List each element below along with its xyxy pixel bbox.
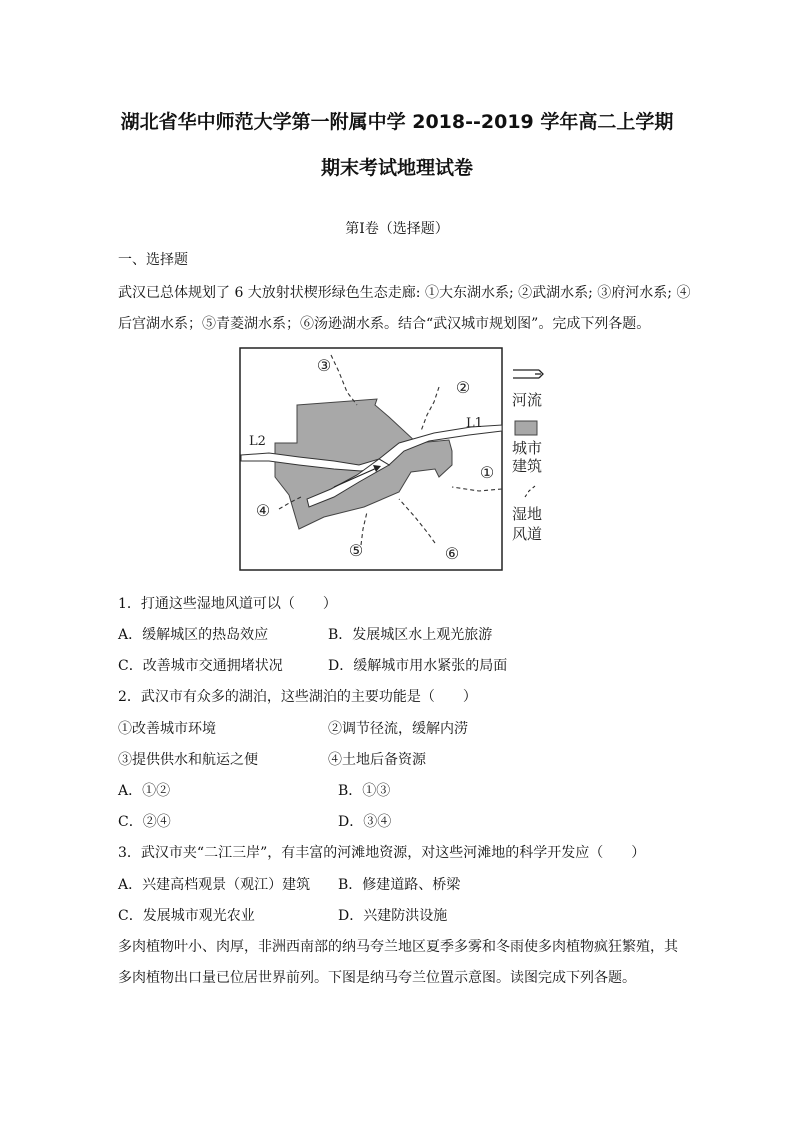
river-label-l2: L2	[249, 434, 266, 449]
river-label-l1: L1	[466, 416, 483, 431]
q2-option-c: C．②④	[118, 814, 171, 830]
legend-river-label: 河流	[512, 391, 543, 409]
legend-wetland-label-1: 湿地	[512, 505, 543, 523]
legend-wetland-label-2: 风道	[512, 525, 543, 543]
intro-line1: 武汉已总体规划了 6 大放射状楔形绿色生态走廊: ①大东湖水系; ②武湖水系; ③府河水系; ④	[118, 285, 691, 301]
passage-line1: 多肉植物叶小、肉厚，非洲西南部的纳马夸兰地区夏季多雾和冬雨使多肉植物疯狂繁殖，其	[118, 939, 678, 955]
q2-item-3: ③提供供水和航运之便	[118, 752, 258, 768]
q2-option-b: B．①③	[338, 783, 391, 799]
intro-line2: 后宫湖水系；⑤青菱湖水系；⑥汤逊湖水系。结合“武汉城市规划图”。完成下列各题。	[118, 316, 651, 332]
marker-3: ③	[316, 356, 332, 375]
q1-option-c: C．改善城市交通拥堵状况	[118, 658, 283, 674]
legend-city-label-2: 建筑	[512, 457, 543, 475]
q2-item-4: ④土地后备资源	[328, 752, 426, 768]
passage-line2: 多肉植物出口量已位居世界前列。下图是纳马夸兰位置示意图。读图完成下列各题。	[118, 970, 636, 986]
q2-item-2: ②调节径流，缓解内涝	[328, 721, 468, 737]
q1-option-a: A．缓解城区的热岛效应	[118, 627, 269, 643]
marker-5: ⑤	[348, 541, 364, 560]
marker-6: ⑥	[444, 544, 460, 563]
q3-option-d: D．兴建防洪设施	[338, 908, 448, 924]
q3-stem: 3．武汉市夹“二江三岸”，有丰富的河滩地资源，对这些河滩地的科学开发应（ ）	[118, 845, 646, 861]
marker-1: ①	[479, 463, 495, 482]
q1-option-d: D．缓解城市用水紧张的局面	[328, 658, 508, 674]
legend-city-label-1: 城市	[512, 439, 543, 457]
section-title: 第Ⅰ卷（选择题）	[345, 221, 449, 237]
exam-title-line1: 湖北省华中师范大学第一附属中学 2018--2019 学年高二上学期	[120, 111, 674, 133]
q3-option-a: A．兴建高档观景（观江）建筑	[118, 877, 311, 893]
map-legend	[512, 370, 543, 543]
marker-2: ②	[455, 378, 471, 397]
part-heading: 一、选择题	[118, 252, 188, 268]
q3-option-b: B．修建道路、桥梁	[338, 877, 461, 893]
q1-stem: 1．打通这些湿地风道可以（ ）	[118, 596, 337, 612]
wuhan-planning-map	[239, 347, 551, 572]
marker-4: ④	[255, 501, 271, 520]
q1-option-b: B．发展城区水上观光旅游	[328, 627, 493, 643]
legend-city-swatch	[515, 421, 537, 435]
q2-stem: 2．武汉市有众多的湖泊，这些湖泊的主要功能是（ ）	[118, 689, 477, 705]
exam-title-line2: 期末考试地理试卷	[320, 157, 473, 179]
q3-option-c: C．发展城市观光农业	[118, 908, 255, 924]
q2-option-a: A．①②	[118, 783, 171, 799]
q2-item-1: ①改善城市环境	[118, 721, 216, 737]
q2-option-d: D．③④	[338, 814, 392, 830]
